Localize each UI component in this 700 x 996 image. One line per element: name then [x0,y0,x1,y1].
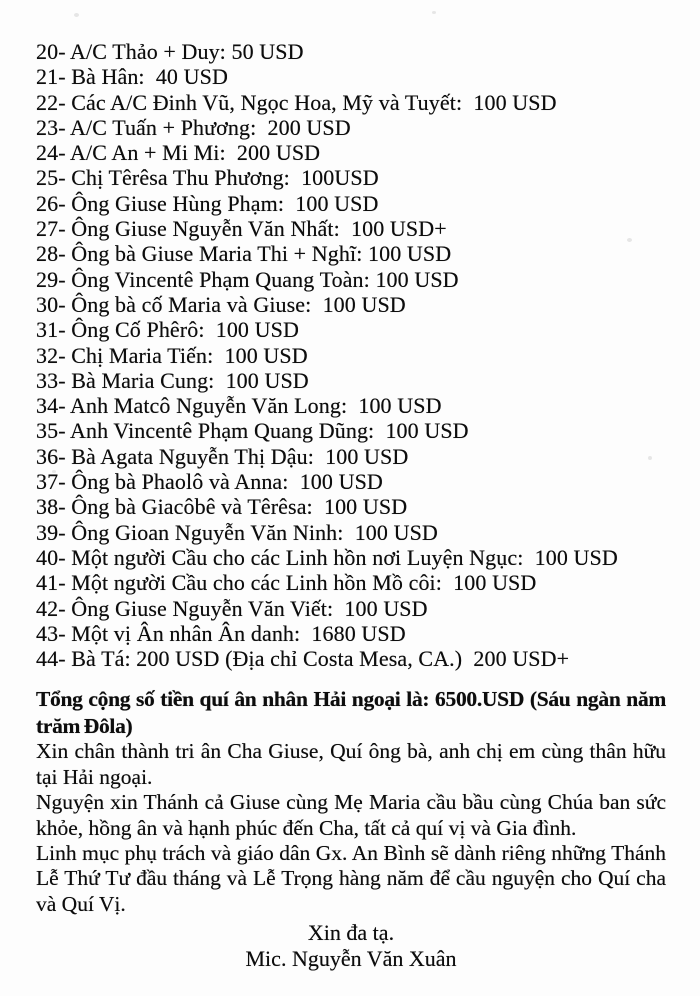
donation-line: 41- Một người Cầu cho các Linh hồn Mồ côi: 100 USD [36,570,537,596]
donation-line: 30- Ông bà cố Maria và Giuse: 100 USD [36,291,406,317]
total-amount-line: Tổng cộng số tiền quí ân nhân Hải ngoại là: 6500.USD (Sáu ngàn năm trăm Đôla) [36,687,666,738]
donation-line: 35- Anh Vincentê Phạm Quang Dũng: 100 USD [36,418,469,444]
donation-line: 38- Ông bà Giacôbê và Têrêsa: 100 USD [36,494,408,520]
donation-line: 40- Một người Cầu cho các Linh hồn nơi Luyện Ngục: 100 USD [36,544,618,570]
donation-line: 31- Ông Cố Phêrô: 100 USD [36,317,299,343]
signature: Mic. Nguyễn Văn Xuân [245,945,457,971]
donation-line: 33- Bà Maria Cung: 100 USD [36,367,309,393]
donation-line: 27- Ông Giuse Nguyễn Văn Nhất: 100 USD+ [36,216,447,242]
donation-line: 29- Ông Vincentê Phạm Quang Toàn: 100 USD [36,266,459,292]
donation-line: 28- Ông bà Giuse Maria Thi + Nghĩ: 100 USD [36,241,452,267]
donation-line: 43- Một vị Ân nhân Ân danh: 1680 USD [36,620,406,646]
donation-line: 23- A/C Tuấn + Phương: 200 USD [36,114,351,140]
donation-line: 34- Anh Matcô Nguyễn Văn Long: 100 USD [36,393,442,419]
donation-line: 39- Ông Gioan Nguyễn Văn Ninh: 100 USD [36,519,438,545]
donation-line: 20- A/C Thảo + Duy: 50 USD [36,39,304,64]
donation-line: 32- Chị Maria Tiến: 100 USD [36,342,308,368]
donation-line: 36- Bà Agata Nguyễn Thị Dậu: 100 USD [36,443,409,469]
document-content [36,39,666,971]
donation-line: 26- Ông Giuse Hùng Phạm: 100 USD [36,190,379,216]
acknowledgement-paragraph: Xin chân thành tri ân Cha Giuse, Quí ông bà, anh chị em cùng thân hữu tại Hải ngoại. [36,739,666,789]
donation-line: 22- Các A/C Đinh Vũ, Ngọc Hoa, Mỹ và Tuyết: 100 USD [36,89,557,115]
donation-line: 37- Ông bà Phaolô và Anna: 100 USD [36,469,383,495]
donation-list [36,39,666,671]
closing-block [36,920,666,971]
mass-dedication-paragraph: Linh mục phụ trách và giáo dân Gx. An Bình sẽ dành riêng những Thánh Lễ Thứ Tư đầu tháng và Lễ Trọng hàng năm để cầu nguyện cho Quí cha và Quí Vị. [36,841,666,916]
scan-speck [432,11,436,14]
closing-thanks: Xin đa tạ. [307,920,395,946]
donation-line: 21- Bà Hân: 40 USD [36,64,228,90]
donation-line: 24- A/C An + Mi Mi: 200 USD [36,140,321,166]
scan-speck [74,13,79,17]
donation-line: 44- Bà Tá: 200 USD (Địa chỉ Costa Mesa, CA.) 200 USD+ [36,646,570,672]
prayer-paragraph: Nguyện xin Thánh cả Giuse cùng Mẹ Maria cầu bầu cùng Chúa ban sức khỏe, hồng ân và hạnh phúc đến Cha, tất cả quí vị và Gia đình. [36,790,666,840]
donation-line: 25- Chị Têrêsa Thu Phương: 100USD [36,165,379,191]
donation-line: 42- Ông Giuse Nguyễn Văn Viết: 100 USD [36,595,428,621]
